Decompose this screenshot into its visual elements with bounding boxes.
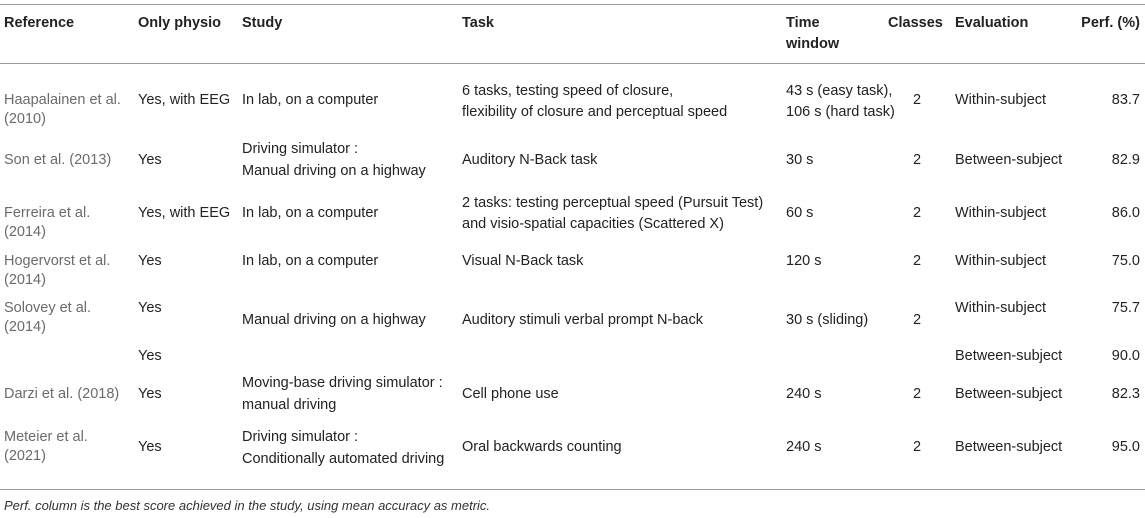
table-cell-evaluation: Between-subject [955, 386, 1063, 402]
table-cell-study: Manual driving on a highway [242, 312, 426, 328]
table-row-reference [4, 204, 90, 242]
table-cell-time: 120 s [786, 253, 822, 269]
table-row-reference: Darzi et al. (2018) [4, 386, 120, 402]
table-cell-physio: Yes [138, 300, 162, 316]
ref-line: Ferreira et al. [4, 205, 91, 221]
ref-line: Meteier et al. [4, 429, 88, 445]
study-line: Conditionally automated driving [242, 451, 445, 467]
ref-line: (2014) [4, 319, 46, 335]
table-row-reference [4, 252, 110, 290]
header-classes: Classes [888, 15, 943, 31]
table-cell-physio: Yes [138, 386, 162, 402]
table-cell-classes: 2 [912, 386, 922, 402]
table-cell-physio: Yes [138, 152, 162, 168]
table-cell-classes: 2 [912, 439, 922, 455]
ref-line: Solovey et al. [4, 300, 92, 316]
ref-line: (2021) [4, 448, 46, 464]
table-cell-evaluation: Between-subject [955, 152, 1063, 168]
table-cell-time: 60 s [786, 205, 814, 221]
table-row-reference [4, 428, 88, 466]
table-cell-evaluation: Within-subject [955, 92, 1047, 108]
study-line: Manual driving on a highway [242, 163, 426, 179]
header-evaluation: Evaluation [955, 15, 1029, 31]
time-line: 106 s (hard task) [786, 104, 895, 120]
table-row-reference [4, 299, 91, 337]
header-perf: Perf. (%) [1081, 15, 1140, 31]
table-cell-evaluation: Between-subject [955, 439, 1063, 455]
table-cell-perf: 83.7 [1111, 92, 1140, 108]
table-cell-classes: 2 [912, 152, 922, 168]
table-cell-physio: Yes, with EEG [138, 205, 231, 221]
table-cell-time: 30 s [786, 152, 814, 168]
task-line: and visio-spatial capacities (Scattered X) [462, 216, 724, 232]
table-cell-classes: 2 [912, 92, 922, 108]
header-only-physio: Only physio [138, 15, 221, 31]
header-time-window-line1: Time [786, 15, 820, 31]
table-cell-physio: Yes, with EEG [138, 92, 231, 108]
table-cell-study [242, 428, 444, 469]
table-cell-task [462, 194, 763, 234]
table-cell-task: Auditory stimuli verbal prompt N-back [462, 312, 703, 328]
header-time-window [786, 13, 839, 55]
table-cell-evaluation: Between-subject [955, 348, 1063, 364]
table-cell-evaluation: Within-subject [955, 300, 1047, 316]
table-cell-time: 240 s [786, 386, 822, 402]
task-line: 6 tasks, testing speed of closure, [462, 83, 674, 99]
header-time-window-line2: window [786, 36, 840, 52]
table-cell-perf: 75.7 [1111, 300, 1140, 316]
table-cell-study: In lab, on a computer [242, 205, 379, 221]
table-cell-study: In lab, on a computer [242, 253, 379, 269]
table-cell-task: Auditory N-Back task [462, 152, 598, 168]
table-cell-perf: 86.0 [1111, 205, 1140, 221]
table-cell-perf: 95.0 [1111, 439, 1140, 455]
ref-line: Haapalainen et al. [4, 92, 121, 108]
table-top-rule [0, 4, 1145, 5]
study-line: Driving simulator : [242, 141, 359, 157]
table-cell-study: In lab, on a computer [242, 92, 379, 108]
table-cell-time: 240 s [786, 439, 822, 455]
table-cell-study [242, 140, 426, 181]
study-line: manual driving [242, 397, 337, 413]
header-rule [0, 63, 1145, 64]
ref-line: Hogervorst et al. [4, 253, 111, 269]
table-cell-time [786, 82, 895, 122]
ref-line: (2014) [4, 272, 46, 288]
table-cell-perf: 82.3 [1111, 386, 1140, 402]
study-line: Moving-base driving simulator : [242, 375, 443, 391]
time-line: 43 s (easy task), [786, 83, 893, 99]
table-cell-perf: 75.0 [1111, 253, 1140, 269]
table-cell-evaluation: Within-subject [955, 253, 1047, 269]
table-cell-classes: 2 [912, 312, 922, 328]
table-footnote: Perf. column is the best score achieved in the study, using mean accuracy as metric. [4, 498, 491, 513]
table-cell-study [242, 374, 443, 415]
table-cell-perf: 82.9 [1111, 152, 1140, 168]
table-cell-task: Oral backwards counting [462, 439, 622, 455]
table-bottom-rule [0, 489, 1145, 490]
table-cell-perf: 90.0 [1111, 348, 1140, 364]
table-cell-physio: Yes [138, 439, 162, 455]
table-cell-classes: 2 [912, 205, 922, 221]
ref-line: (2014) [4, 224, 46, 240]
task-line: 2 tasks: testing perceptual speed (Pursuit Test) [462, 195, 764, 211]
table-row-reference [4, 91, 121, 129]
table-cell-evaluation: Within-subject [955, 205, 1047, 221]
study-line: Driving simulator : [242, 429, 359, 445]
table-cell-time: 30 s (sliding) [786, 312, 869, 328]
table-cell-physio: Yes [138, 348, 162, 364]
header-study: Study [242, 15, 283, 31]
table-cell-classes: 2 [912, 253, 922, 269]
table-cell-task [462, 82, 727, 122]
table-cell-physio: Yes [138, 253, 162, 269]
table-row-reference: Son et al. (2013) [4, 152, 112, 168]
ref-line: (2010) [4, 111, 46, 127]
header-reference: Reference [4, 15, 75, 31]
task-line: flexibility of closure and perceptual speed [462, 104, 728, 120]
header-task: Task [462, 15, 494, 31]
table-cell-task: Cell phone use [462, 386, 559, 402]
table-cell-task: Visual N-Back task [462, 253, 584, 269]
